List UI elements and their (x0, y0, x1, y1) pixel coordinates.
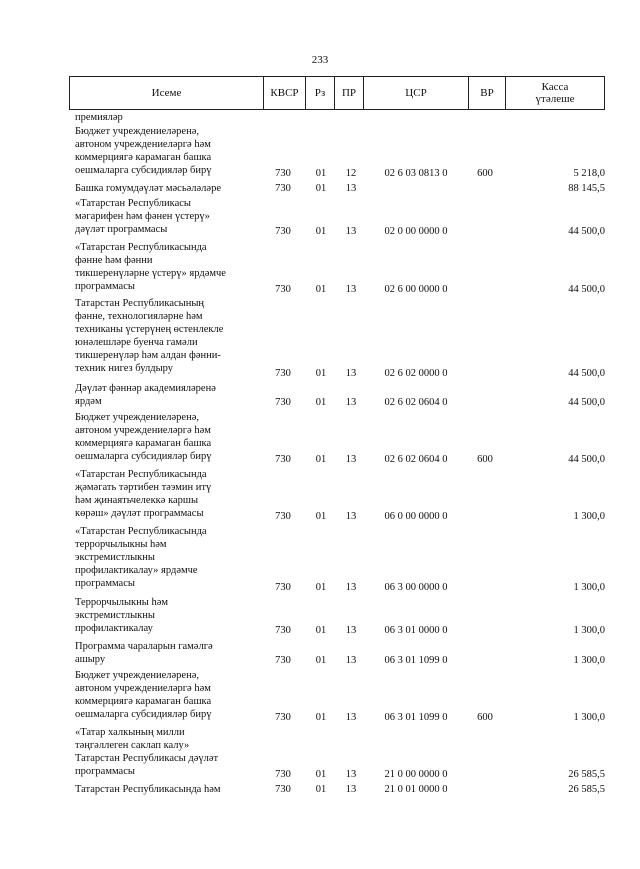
row-sum: 44 500,0 (568, 397, 605, 408)
row-rz: 01 (315, 511, 327, 522)
row-sum: 1 300,0 (573, 582, 605, 593)
row-kvsr: 730 (275, 511, 291, 522)
row-pr: 13 (345, 712, 357, 723)
table-row (75, 182, 605, 195)
row-pr: 13 (345, 511, 357, 522)
header-sum-line1: Касса (541, 81, 569, 93)
row-pr: 13 (345, 582, 357, 593)
row-name: Бюджет учреждениеләренә, автоном учреждениеләргә һәм коммерциягә карамаган башка оешмаларга субсидияләр бирү (75, 126, 212, 176)
row-sum: 44 500,0 (568, 284, 605, 295)
header-sum (505, 76, 605, 110)
row-kvsr: 730 (275, 784, 291, 795)
row-name: «Татарстан Республикасында фәнне һәм фәнни тикшеренүләрне үстерү» ярдәмче программасы (75, 242, 226, 292)
row-csr: 06 3 00 0000 0 (384, 582, 448, 593)
row-pr: 13 (345, 226, 357, 237)
row-name: «Татарстан Республикасында җәмәгать тәртибен тәэмин итү һәм җинаятьчелеккә каршы көрәш» дәүләт программасы (75, 469, 212, 519)
header-vr: ВР (468, 76, 506, 110)
row-csr: 21 0 00 0000 0 (384, 769, 448, 780)
row-kvsr: 730 (275, 712, 291, 723)
table-row (75, 111, 605, 124)
row-csr: 02 6 03 0813 0 (384, 168, 448, 179)
header-name: Исеме (69, 76, 264, 110)
row-kvsr: 730 (275, 368, 291, 379)
row-sum: 5 218,0 (573, 168, 605, 179)
row-name: Бюджет учреждениеләренә, автоном учреждениеләргә һәм коммерциягә карамаган башка оешмаларга субсидияләр бирү (75, 670, 212, 720)
row-sum: 1 300,0 (573, 625, 605, 636)
row-csr: 02 6 00 0000 0 (384, 284, 448, 295)
row-rz: 01 (315, 168, 327, 179)
row-vr: 600 (477, 168, 493, 179)
table-row (75, 669, 605, 724)
row-kvsr: 730 (275, 769, 291, 780)
table-row (75, 783, 605, 796)
row-rz: 01 (315, 183, 327, 194)
table-row (75, 411, 605, 466)
row-pr: 13 (345, 397, 357, 408)
row-kvsr: 730 (275, 226, 291, 237)
row-sum: 26 585,5 (568, 784, 605, 795)
row-pr: 13 (345, 183, 357, 194)
row-csr: 06 3 01 1099 0 (384, 712, 448, 723)
row-name: «Татар халкының милли тәңгәллеген саклап калу» Татарстан Республикасы дәүләт программасы (75, 727, 219, 777)
row-rz: 01 (315, 454, 327, 465)
table-row (75, 382, 605, 409)
row-kvsr: 730 (275, 397, 291, 408)
row-csr: 02 6 02 0604 0 (384, 454, 448, 465)
row-kvsr: 730 (275, 454, 291, 465)
row-pr: 13 (345, 454, 357, 465)
row-kvsr: 730 (275, 168, 291, 179)
table-row (75, 726, 605, 781)
row-name: Программа чараларын гамәлгә ашыру (75, 641, 213, 665)
row-sum: 44 500,0 (568, 226, 605, 237)
header-pr: ПР (334, 76, 364, 110)
row-rz: 01 (315, 284, 327, 295)
table-row (75, 241, 605, 296)
row-pr: 13 (345, 769, 357, 780)
row-sum: 1 300,0 (573, 712, 605, 723)
row-csr: 06 0 00 0000 0 (384, 511, 448, 522)
row-kvsr: 730 (275, 183, 291, 194)
row-csr: 02 0 00 0000 0 (384, 226, 448, 237)
row-rz: 01 (315, 582, 327, 593)
row-rz: 01 (315, 784, 327, 795)
row-rz: 01 (315, 226, 327, 237)
row-kvsr: 730 (275, 625, 291, 636)
row-pr: 12 (345, 168, 357, 179)
row-sum: 26 585,5 (568, 769, 605, 780)
row-kvsr: 730 (275, 655, 291, 666)
row-csr: 02 6 02 0604 0 (384, 397, 448, 408)
row-pr: 13 (345, 784, 357, 795)
row-sum: 1 300,0 (573, 511, 605, 522)
row-name: Бюджет учреждениеләренә, автоном учреждениеләргә һәм коммерциягә карамаган башка оешмаларга субсидияләр бирү (75, 412, 212, 462)
row-vr: 600 (477, 712, 493, 723)
table-row (75, 525, 605, 594)
row-name: Башка гомумдәүләт мәсьәләләре (75, 183, 221, 194)
table-row (75, 596, 605, 637)
row-kvsr: 730 (275, 582, 291, 593)
row-rz: 01 (315, 397, 327, 408)
page-number: 233 (311, 54, 329, 66)
row-name: Террорчылыкны һәм экстремистлыкны профилактикалау (75, 597, 168, 634)
table-row (75, 468, 605, 523)
row-csr: 02 6 02 0000 0 (384, 368, 448, 379)
row-csr: 21 0 01 0000 0 (384, 784, 448, 795)
row-name: Татарстан Республикасының фәнне, технологияләрне һәм техниканы үстерүнең өстенлекле юнәлешләре буенча гамәли тикшеренүләр һәм алдан фәнни- техник нигез булдыру (75, 298, 224, 374)
row-pr: 13 (345, 368, 357, 379)
row-kvsr: 730 (275, 284, 291, 295)
row-pr: 13 (345, 284, 357, 295)
header-csr: ЦСР (363, 76, 469, 110)
table-row (75, 640, 605, 667)
row-rz: 01 (315, 712, 327, 723)
row-rz: 01 (315, 368, 327, 379)
row-pr: 13 (345, 655, 357, 666)
header-rz: Рз (305, 76, 335, 110)
row-name: «Татарстан Республикасында террорчылыкны һәм экстремистлыкны профилактикалау» ярдәмче программасы (75, 526, 207, 589)
header-kvsr: КВСР (263, 76, 306, 110)
row-csr: 06 3 01 0000 0 (384, 625, 448, 636)
header-sum-line2: үтәлеше (535, 93, 575, 105)
row-name: премияләр (75, 112, 123, 123)
row-name: «Татарстан Республикасы мәгарифен һәм фәнен үстерү» дәүләт программасы (75, 198, 210, 235)
row-rz: 01 (315, 625, 327, 636)
table-row (75, 297, 605, 380)
row-sum: 1 300,0 (573, 655, 605, 666)
row-pr: 13 (345, 625, 357, 636)
row-sum: 88 145,5 (568, 183, 605, 194)
row-name: Дәүләт фәннәр академияләренә ярдәм (75, 383, 216, 407)
row-rz: 01 (315, 655, 327, 666)
row-rz: 01 (315, 769, 327, 780)
row-sum: 44 500,0 (568, 454, 605, 465)
row-csr: 06 3 01 1099 0 (384, 655, 448, 666)
table-row (75, 125, 605, 180)
table-row (75, 197, 605, 238)
row-sum: 44 500,0 (568, 368, 605, 379)
row-name: Татарстан Республикасында һәм (75, 784, 221, 795)
row-vr: 600 (477, 454, 493, 465)
